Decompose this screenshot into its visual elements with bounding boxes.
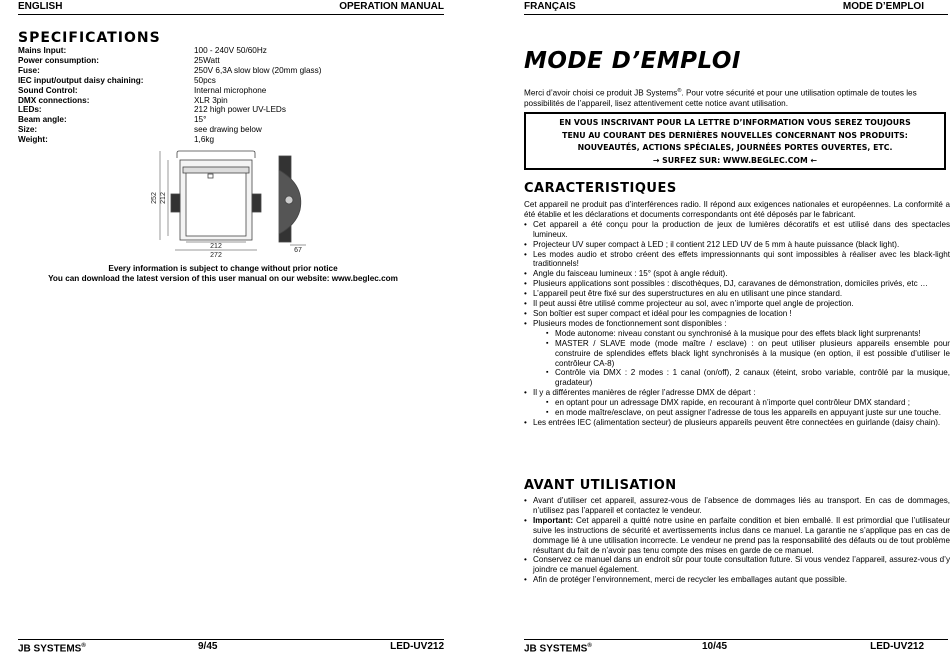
left-page [0,0,472,654]
newsletter-link[interactable]: → SURFEZ SUR: WWW.BEGLEC.COM ← [652,155,818,165]
spec-row: Size: see drawing below [18,125,262,135]
newsletter-line: TENU AU COURANT DES DERNIÈRES NOUVELLES CONCERNANT NOS PRODUITS: [562,130,908,140]
dimension-drawing [130,150,310,258]
spec-row: Sound Control: Internal microphone [18,85,267,95]
footer-brand: JB SYSTEMS® [524,643,592,654]
avant-utilisation-body [524,496,950,585]
list-item: • Angle du faisceau lumineux : 15° (spot à angle réduit). [524,269,950,279]
list-item: • Cet appareil a été conçu pour la production de jeux de lumières décoratifs et est utilisé dans des spectacles lumineux. [524,220,950,240]
header-language: ENGLISH [18,1,63,12]
caracteristiques-list [524,220,950,428]
dmx-sublist [533,398,950,418]
specifications-table [18,46,438,145]
sub-list-item: ▪ Mode autonome: niveau constant ou synchronisé à la musique pour des effets black light surprenants! [533,329,950,339]
newsletter-line: EN VOUS INSCRIVANT POUR LA LETTRE D’INFORMATION VOUS SEREZ TOUJOURS [559,118,911,127]
notice-line-2: You can download the latest version of this user manual on our website: www.beglec.com [48,274,398,283]
list-item: • Conservez ce manuel dans un endroit sûr pour toute consultation future. Si vous vendez l’appareil, assurez-vous d’y joindre ce manuel également. [524,555,950,575]
dim-height-inner: 212 [160,192,167,204]
dim-height-outer: 252 [151,192,158,204]
header-language: FRANÇAIS [524,1,576,12]
footer-rule [524,639,948,640]
list-item: • Plusieurs applications sont possibles : discothèques, DJ, caravanes de démonstration, domiciles privés, etc … [524,279,950,289]
avant-utilisation-list [524,496,950,585]
list-item: • Les modes audio et strobo créent des effets impressionnants qui sont impossibles à réaliser avec les black-light traditionnels! [524,250,950,270]
list-item: • Plusieurs modes de fonctionnement sont disponibles : ▪ Mode autonome: niveau constant ou synchronisé à la musique pour des effets black light surprenants! ▪ MASTER / SLAVE mode (mode maître / esclave) : on peut utiliser plusieurs appareils ensemble pour construire de splendides effets black light synchronisés à la musique (en option, il est possible d’utiliser le contrôleur CA-8) ▪ Contrôle via DMX : 2 modes : 1 canal (on/off), 2 canaux (éteint, srobo variable, contrôlé par la musique, gradateur) [524,319,950,388]
header-title: OPERATION MANUAL [339,1,444,12]
list-item: • Son boîtier est super compact et idéal pour les compagnies de location ! [524,309,950,319]
list-item: • Avant d’utiliser cet appareil, assurez-vous de l’absence de dommages liés au transport. En cas de dommages, n’utilisez pas l’appareil et contactez le vendeur. [524,496,950,516]
section-caracteristiques-heading: CARACTERISTIQUES [524,181,677,196]
newsletter-line: NOUVEAUTÉS, ACTIONS SPÉCIALES, JOURNÉES PORTES OUVERTES, ETC. [577,143,893,153]
footer-page-number: 10/45 [702,641,728,652]
list-item: • L’appareil peut être fixé sur des superstructures en alu en utilisant une pince standard. [524,289,950,299]
footer-rule [18,639,444,640]
section-avant-utilisation-heading: AVANT UTILISATION [524,478,677,493]
dim-depth: 67 [294,247,302,254]
spec-row: Mains Input: 100 - 240V 50/60Hz [18,46,267,55]
notice-line-1: Every information is subject to change without prior notice [108,264,338,273]
sub-list-item: ▪ en optant pour un adressage DMX rapide, en recourant à n’importe quel contrôleur DMX standard ; [533,398,950,408]
notice-block [18,264,428,284]
footer-page-number: 9/45 [198,641,218,652]
dim-width-inner: 212 [210,243,222,250]
list-item: • Projecteur UV super compact à LED ; il contient 212 LED UV de 5 mm à haute puissance (black light). [524,240,950,250]
footer-model: LED-UV212 [390,641,444,652]
caracteristiques-body [524,200,950,428]
list-item: • Afin de protéger l’environnement, merci de recycler les emballages autant que possible. [524,575,950,585]
newsletter-box [524,112,946,170]
list-item: • Important: Cet appareil a quitté notre usine en parfaite condition et bien emballé. Il est primordial que l’utilisateur suive les instructions de sécurité et avertissements inclus dans ce manuel. La garantie ne s’applique pas en cas de dommage lié à une utilisation incorrecte. Le vendeur ne prend pas la responsabilité des défauts ou de tout problème résultant du fait de n’avoir pas tenu compte des mises en garde de ce manuel. [524,516,950,556]
footer-model: LED-UV212 [870,641,924,652]
sub-list-item: ▪ MASTER / SLAVE mode (mode maître / esclave) : on peut utiliser plusieurs appareils ensemble pour construire de splendides effets black light synchronisés à la musique (en option, il est possible d’utiliser le contrôleur CA-8) [533,339,950,369]
header-rule [18,14,444,15]
sub-list-item: ▪ Contrôle via DMX : 2 modes : 1 canal (on/off), 2 canaux (éteint, srobo variable, contrôlé par la musique, gradateur) [533,368,950,388]
dim-width-outer: 272 [210,252,222,258]
spec-row: Power consumption: 25Watt [18,55,220,65]
spec-row: IEC input/output daisy chaining: 50pcs [18,75,216,85]
caracteristiques-intro: Cet appareil ne produit pas d’interférences radio. Il répond aux exigences nationales et européennes. La conformité a été établie et les déclarations et documents correspondants ont été déposés par le fabricant. [524,200,950,219]
specifications-heading: SPECIFICATIONS [18,30,161,46]
footer-brand: JB SYSTEMS® [18,643,86,654]
list-item: • Il y a différentes manières de régler l’adresse DMX de départ : ▪ en optant pour un adressage DMX rapide, en recourant à n’importe quel contrôleur DMX standard ; ▪ en mode maître/esclave, on peut assigner l’adresse de tous les appareils en appuyant juste sur une touche. [524,388,950,418]
spec-row: DMX connections: XLR 3pin [18,95,228,105]
spec-row: Fuse: 250V 6,3A slow blow (20mm glass) [18,65,322,75]
list-item: • Les entrées IEC (alimentation secteur) de plusieurs appareils peuvent être connectées en guirlande (daisy chain). [524,418,950,428]
right-page [478,0,950,654]
header-rule [524,14,948,15]
modes-sublist [533,329,950,388]
spec-row: Beam angle: 15° [18,115,207,125]
list-item: • Il peut aussi être utilisé comme projecteur au sol, avec n’importe quel angle de projection. [524,299,950,309]
spec-row: Weight: 1,6kg [18,135,215,145]
sub-list-item: ▪ en mode maître/esclave, on peut assigner l’adresse de tous les appareils en appuyant juste sur une touche. [533,408,950,418]
intro-paragraph: Merci d’avoir choisi ce produit JB Systems®. Pour votre sécurité et pour une utilisation optimale de toutes les possibilités de l’appareil, lisez attentivement cette notice avant utilisation. [524,88,917,108]
page-title: MODE D’EMPLOI [524,48,741,74]
spec-row: LEDs: 212 high power UV-LEDs [18,105,286,115]
header-title: MODE D’EMPLOI [842,1,924,12]
